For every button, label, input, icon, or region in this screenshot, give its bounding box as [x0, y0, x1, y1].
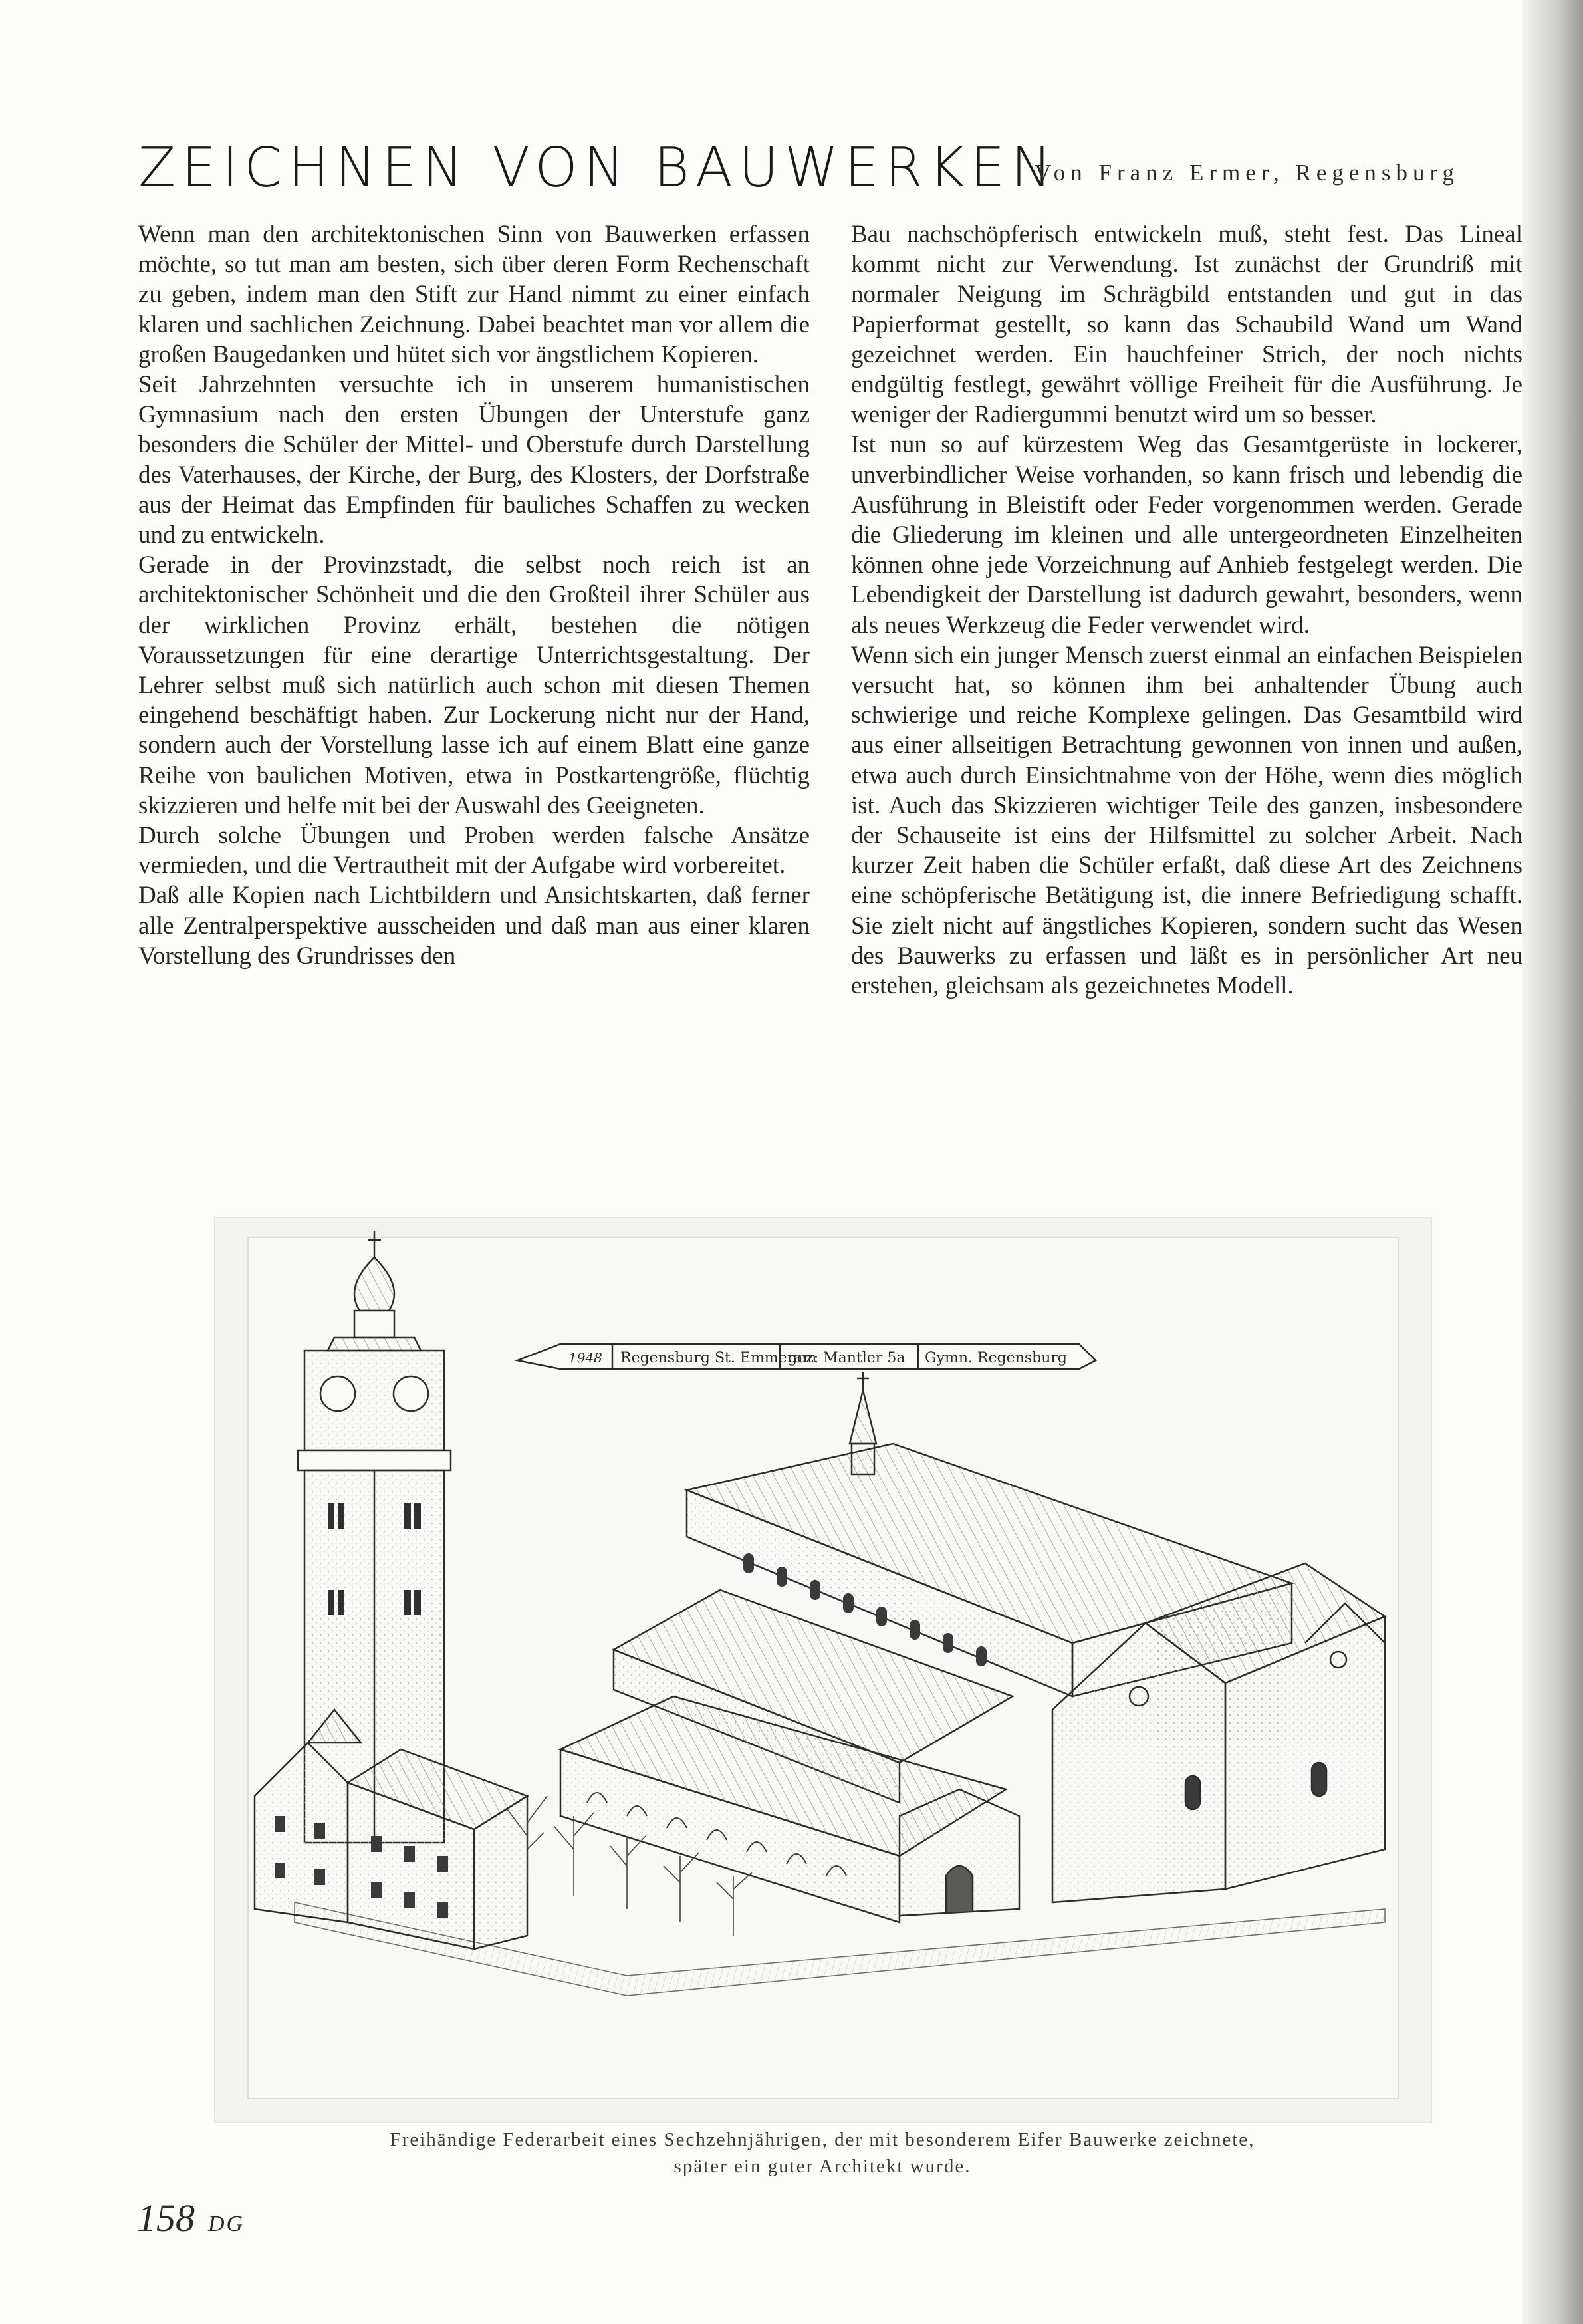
drawing-illustration: [215, 1218, 1431, 2122]
church-portal: [900, 1789, 1019, 1916]
paragraph: Daß alle Kopien nach Lichtbildern und Ansichtskarten, daß ferner alle Zentralperspektive ausscheiden und daß man aus einer klaren Vorstellung des Grundrisses den: [138, 882, 810, 969]
caption-line: später ein guter Architekt wurde.: [673, 2156, 971, 2177]
banner-year: 1948: [568, 1350, 602, 1366]
paragraph: Durch solche Übungen und Proben werden falsche Ansätze vermieden, und die Vertrautheit mit der Aufgabe wird vorbereitet.: [138, 822, 810, 880]
paragraph: Bau nachschöpferisch entwickeln muß, steht fest. Das Lineal kommt nicht zur Verwendung. Ist zunächst der Grundriß mit normaler Neigung im Schrägbild entstanden und gut in das Papierformat gestellt, so kann das Schaubild Wand um Wand gezeichnet werden. Ein hauchfeiner Strich, der noch nichts endgültig festlegt, gewährt völlige Freiheit für die Ausführung. Je weniger der Radiergummi benutzt wird um so besser.: [851, 221, 1522, 429]
paragraph: Ist nun so auf kürzestem Weg das Gesamtgerüste in lockerer, unverbindlicher Weise vorhanden, so kann frisch und lebendig die Ausführung in Bleistift oder Feder vorgenommen werden. Gerade die Gliederung im kleinen und alle untergeordneten Einzelheiten können ohne jede Vorzeichnung auf Anhieb festgelegt werden. Die Lebendigkeit der Darstellung ist dadurch gewahrt, besonders, wenn als neues Werkzeug die Feder verwendet wird.: [851, 431, 1522, 639]
article-title: ZEICHNEN VON BAUWERKEN: [138, 136, 1058, 199]
caption-line: Freihändige Federarbeit eines Sechzehnjährigen, der mit besonderem Eifer Bauwerke zeichnete,: [390, 2129, 1255, 2150]
paragraph: Wenn sich ein junger Mensch zuerst einmal an einfachen Beispielen versucht hat, so können ihm bei anhaltender Übung auch schwierige und reiche Komplexe gelingen. Das Gesamtbild wird aus einer allseitigen Betrachtung gewonnen von innen und außen, etwa auch durch Einsichtnahme von der Höhe, wenn dies möglich ist. Auch das Skizzieren wichtiger Teile des ganzen, insbesondere der Schauseite ist eins der Hilfsmittel zu solcher Arbeit. Nach kurzer Zeit haben die Schüler erfaßt, daß diese Art des Zeichnens eine schöpferische Betätigung ist, die innere Befriedigung schafft. Sie zielt nicht auf ängstliches Kopieren, sondern sucht das Wesen des Bauwerks zu erfassen und läßt es in persönlicher Art neu erstehen, gleichsam als gezeichnetes Modell.: [851, 641, 1522, 1000]
paragraph: Seit Jahrzehnten versuchte ich in unserem humanistischen Gymnasium nach den ersten Übungen der Unterstufe ganz besonders die Schüler der Mittel- und Oberstufe durch Darstellung des Vaterhauses, der Kirche, der Burg, des Klosters, der Dorfstraße aus der Heimat das Empfinden für bauliches Schaffen zu wecken und zu entwickeln.: [138, 371, 810, 549]
page-number: 158: [137, 2196, 195, 2240]
page-edge-shadow: [1522, 0, 1583, 2324]
text-column-left: [138, 219, 810, 971]
banner-signature: gez: Mantler 5a: [788, 1350, 906, 1366]
figure-caption: [214, 2127, 1431, 2180]
architecture-drawing: [214, 1217, 1432, 2123]
article-byline: Von Franz Ermer, Regensburg: [1035, 160, 1460, 186]
page-folio: [137, 2196, 245, 2240]
paragraph: Wenn man den architektonischen Sinn von Bauwerken erfassen möchte, so tut man am besten, sich über deren Form Rechenschaft zu geben, indem man den Stift zur Hand nimmt zu einer einfach klaren und sachlichen Zeichnung. Dabei beachtet man vor allem die großen Baugedanken und hütet sich vor ängstlichem Kopieren.: [138, 221, 810, 368]
banner-school: Gymn. Regensburg: [925, 1350, 1068, 1366]
paragraph: Gerade in der Provinzstadt, die selbst noch reich ist an architektonischer Schönheit und die den Großteil ihrer Schüler aus der wirklichen Provinz erhält, bestehen die nötigen Voraussetzungen für eine derartige Unterrichtsgestaltung. Der Lehrer selbst muß sich natürlich auch schon mit diesen Themen eingehend beschäftigt haben. Zur Lockerung nicht nur der Hand, sondern auch der Vorstellung lasse ich auf einem Blatt eine ganze Reihe von baulichen Motiven, etwa in Postkartengröße, flüchtig skizzieren und helfe mit bei der Auswahl des Geeigneten.: [138, 551, 810, 819]
banner-place: Regensburg St. Emmeram: [620, 1350, 817, 1366]
text-column-right: [851, 219, 1522, 1001]
journal-mark: DG: [208, 2212, 245, 2236]
